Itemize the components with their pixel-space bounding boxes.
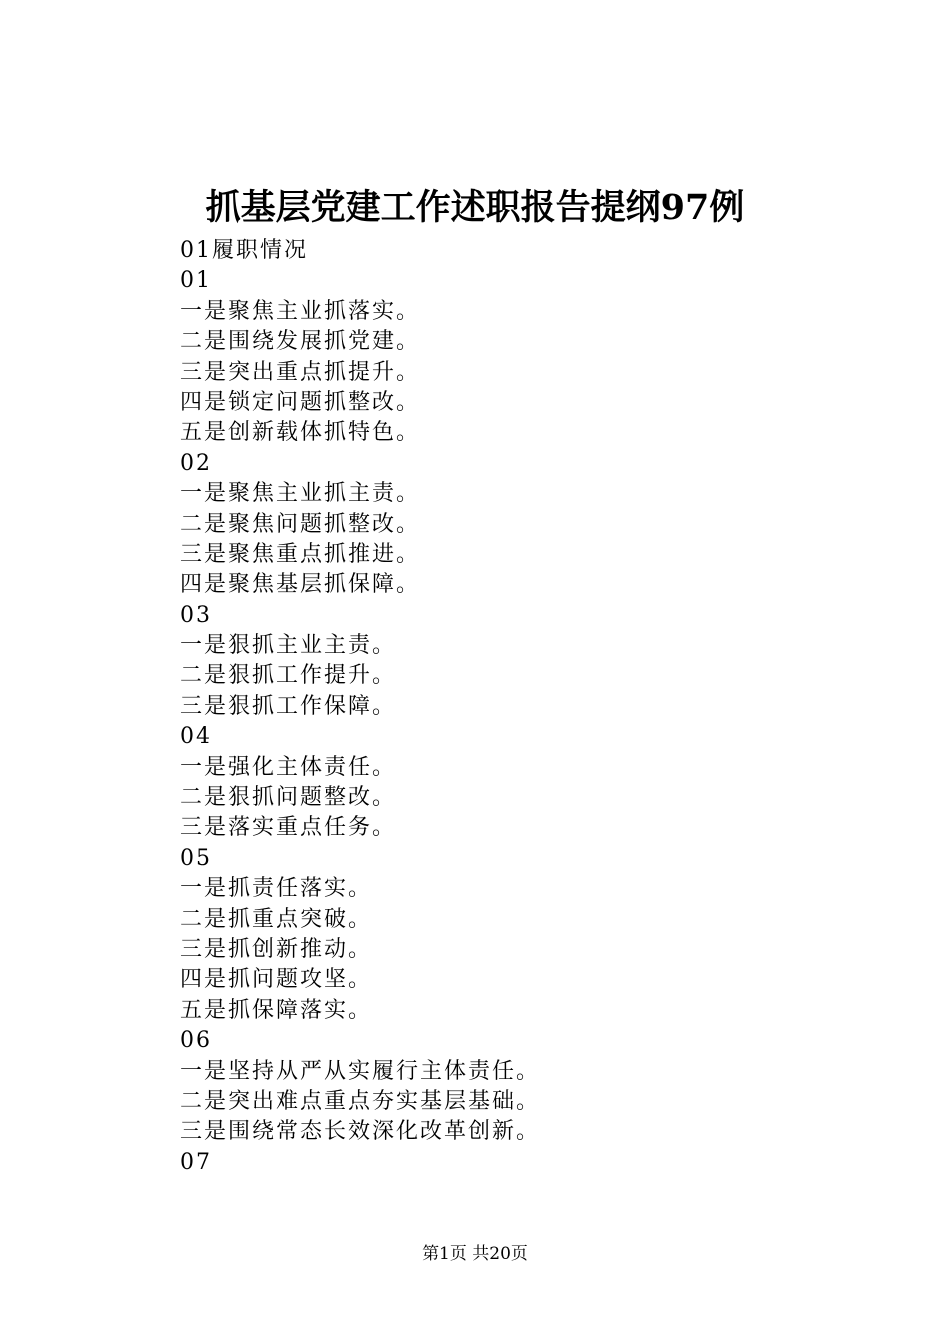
text-line: 三是落实重点任务。 xyxy=(180,815,397,841)
text-line: 三是围绕常态长效深化改革创新。 xyxy=(180,1119,541,1145)
text-line: 二是狠抓工作提升。 xyxy=(180,663,397,689)
text-line: 五是创新载体抓特色。 xyxy=(180,420,421,446)
text-line: 三是狠抓工作保障。 xyxy=(180,693,397,719)
text-line: 三是聚焦重点抓推进。 xyxy=(180,541,421,567)
text-line: 05 xyxy=(180,845,212,871)
text-line: 二是聚焦问题抓整改。 xyxy=(180,511,421,537)
text-line: 四是锁定问题抓整改。 xyxy=(180,389,421,415)
text-line: 三是突出重点抓提升。 xyxy=(180,359,421,385)
text-line: 一是坚持从严从实履行主体责任。 xyxy=(180,1058,541,1084)
text-line: 五是抓保障落实。 xyxy=(180,997,373,1023)
text-line: 二是围绕发展抓党建。 xyxy=(180,329,421,355)
text-line: 01履职情况 xyxy=(180,238,308,263)
text-line: 三是抓创新推动。 xyxy=(180,936,373,962)
text-line: 一是狠抓主业主责。 xyxy=(180,633,397,659)
document-title: 抓基层党建工作述职报告提纲97例 xyxy=(205,187,745,228)
text-line: 一是强化主体责任。 xyxy=(180,754,397,780)
page-footer: 第1页 共20页 xyxy=(422,1244,528,1264)
text-line: 二是突出难点重点夯实基层基础。 xyxy=(180,1088,541,1114)
text-line: 二是狠抓问题整改。 xyxy=(180,785,397,811)
text-line: 一是聚焦主业抓落实。 xyxy=(180,298,421,324)
text-line: 一是抓责任落实。 xyxy=(180,876,373,902)
text-line: 01 xyxy=(180,268,212,294)
text-line: 四是聚焦基层抓保障。 xyxy=(180,572,421,598)
document-body xyxy=(180,236,880,1178)
text-line: 06 xyxy=(180,1028,212,1054)
text-line: 一是聚焦主业抓主责。 xyxy=(180,481,421,507)
text-line: 02 xyxy=(180,450,212,476)
text-line: 03 xyxy=(180,602,212,628)
text-line: 四是抓问题攻坚。 xyxy=(180,967,373,993)
text-line: 07 xyxy=(180,1149,212,1175)
text-line: 04 xyxy=(180,724,212,750)
text-line: 二是抓重点突破。 xyxy=(180,906,373,932)
